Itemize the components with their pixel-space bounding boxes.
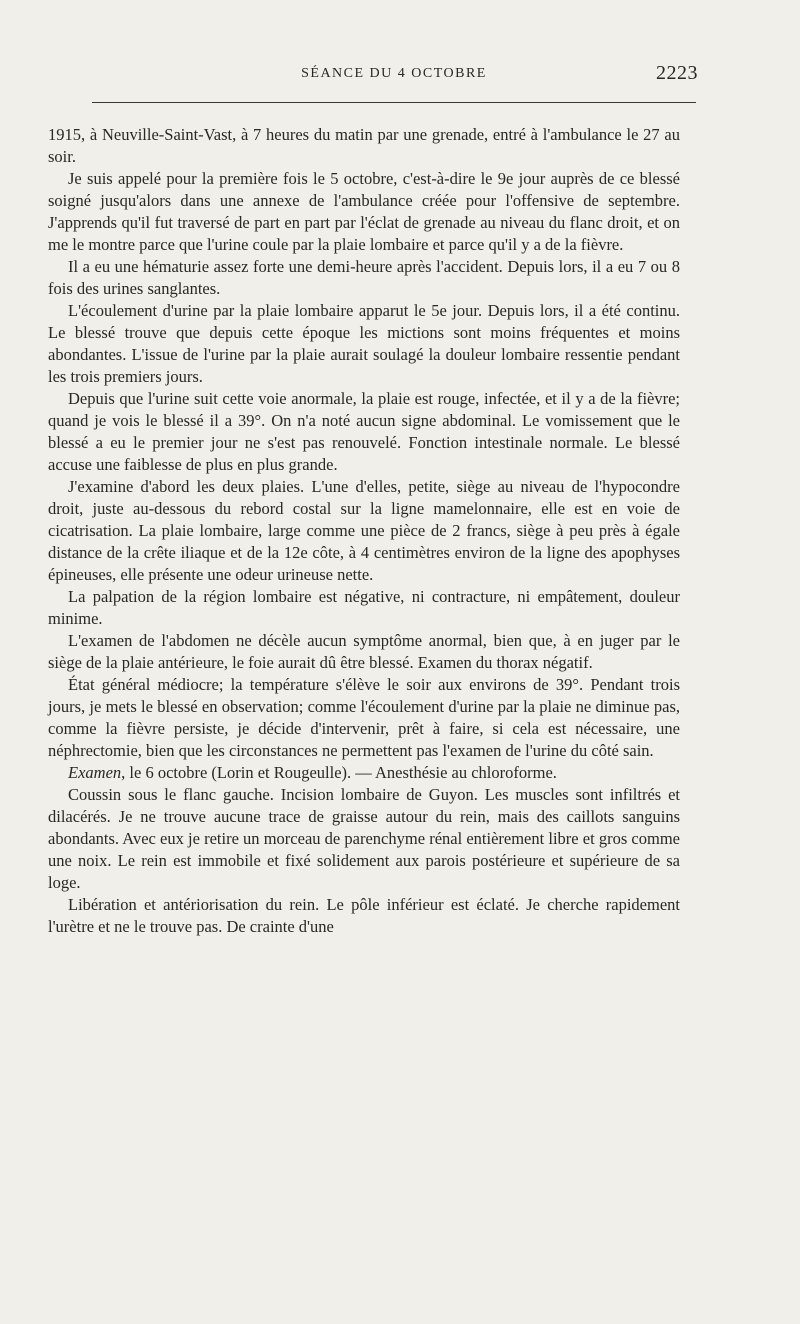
paragraph-liberation: Libération et antériorisation du rein. Le pôle inférieur est éclaté. Je cherche rapidement l'urètre et ne le trouve pas. De crainte d'une (48, 895, 680, 936)
running-title: SÉANCE DU 4 OCTOBRE (301, 66, 487, 81)
paragraph-examen (48, 762, 680, 784)
page-number: 2223 (656, 62, 698, 84)
paragraph-hematuria: Il a eu une hématurie assez forte une demi-heure après l'accident. Depuis lors, il a eu 7 ou 8 fois des urines sanglantes. (48, 257, 680, 298)
header-rule (92, 102, 696, 103)
examen-label: Examen (68, 763, 122, 782)
running-header (90, 62, 698, 92)
paragraph-incision: Coussin sous le flanc gauche. Incision lombaire de Guyon. Les muscles sont infiltrés et dilacérés. Je ne trouve aucune trace de graisse autour du rein, mais des caillots sanguins abondants. Avec eux je retire un morceau de parenchyme rénal entièrement libre et gros comme une noix. Le rein est immobile et fixé solidement aux parois postérieure et supérieure de sa loge. (48, 785, 680, 892)
body-text (48, 124, 680, 938)
paragraph-infection: Depuis que l'urine suit cette voie anormale, la plaie est rouge, infectée, et il y a de la fièvre; quand je vois le blessé il a 39°. On n'a noté aucun signe abdominal. Le vomissement que le blessé a eu le premier jour ne s'est pas renouvelé. Fonction intestinale normale. Le blessé accuse une faiblesse de plus en plus grande. (48, 389, 680, 474)
paragraph-first-visit: Je suis appelé pour la première fois le 5 octobre, c'est-à-dire le 9e jour auprès de ce blessé soigné jusqu'alors dans une annexe de l'ambulance créée pour l'offensive de septembre. J'apprends qu'il fut traversé de part en part par l'éclat de grenade au niveau du flanc droit, et on me le montre parce que l'urine coule par la plaie lombaire et parce qu'il y a de la fièvre. (48, 169, 680, 254)
paragraph-urine-flow: L'écoulement d'urine par la plaie lombaire apparut le 5e jour. Depuis lors, il a été continu. Le blessé trouve que depuis cette époque les mictions sont moins fréquentes et moins abondantes. L'issue de l'urine par la plaie aurait soulagé la douleur lombaire ressentie pendant les trois premiers jours. (48, 301, 680, 386)
paragraph-general-state: État général médiocre; la température s'élève le soir aux environs de 39°. Pendant trois jours, je mets le blessé en observation; comme l'écoulement d'urine par la plaie ne diminue pas, comme la fièvre persiste, je décide d'intervenir, prêt à faire, si cela est nécessaire, une néphrectomie, bien que les circonstances ne permettent pas l'examen de l'urine du côté sain. (48, 675, 680, 760)
examen-text: , le 6 octobre (Lorin et Rougeulle). — Anesthésie au chloroforme. (121, 763, 557, 782)
paragraph-palpation: La palpation de la région lombaire est négative, ni contracture, ni empâtement, douleur minime. (48, 587, 680, 628)
paragraph-wounds: J'examine d'abord les deux plaies. L'une d'elles, petite, siège au niveau de l'hypocondre droit, juste au-dessous du rebord costal sur la ligne mamelonnaire, elle est en voie de cicatrisation. La plaie lombaire, large comme une pièce de 2 francs, siège à peu près à égale distance de la crête iliaque et de la 12e côte, à 4 centimètres environ de la ligne des apophyses épineuses, elle présente une odeur urineuse nette. (48, 477, 680, 584)
paragraph-abdomen: L'examen de l'abdomen ne décèle aucun symptôme anormal, bien que, à en juger par le siège de la plaie antérieure, le foie aurait dû être blessé. Examen du thorax négatif. (48, 631, 680, 672)
paragraph-continued: 1915, à Neuville-Saint-Vast, à 7 heures du matin par une grenade, entré à l'ambulance le 27 au soir. (48, 125, 680, 166)
